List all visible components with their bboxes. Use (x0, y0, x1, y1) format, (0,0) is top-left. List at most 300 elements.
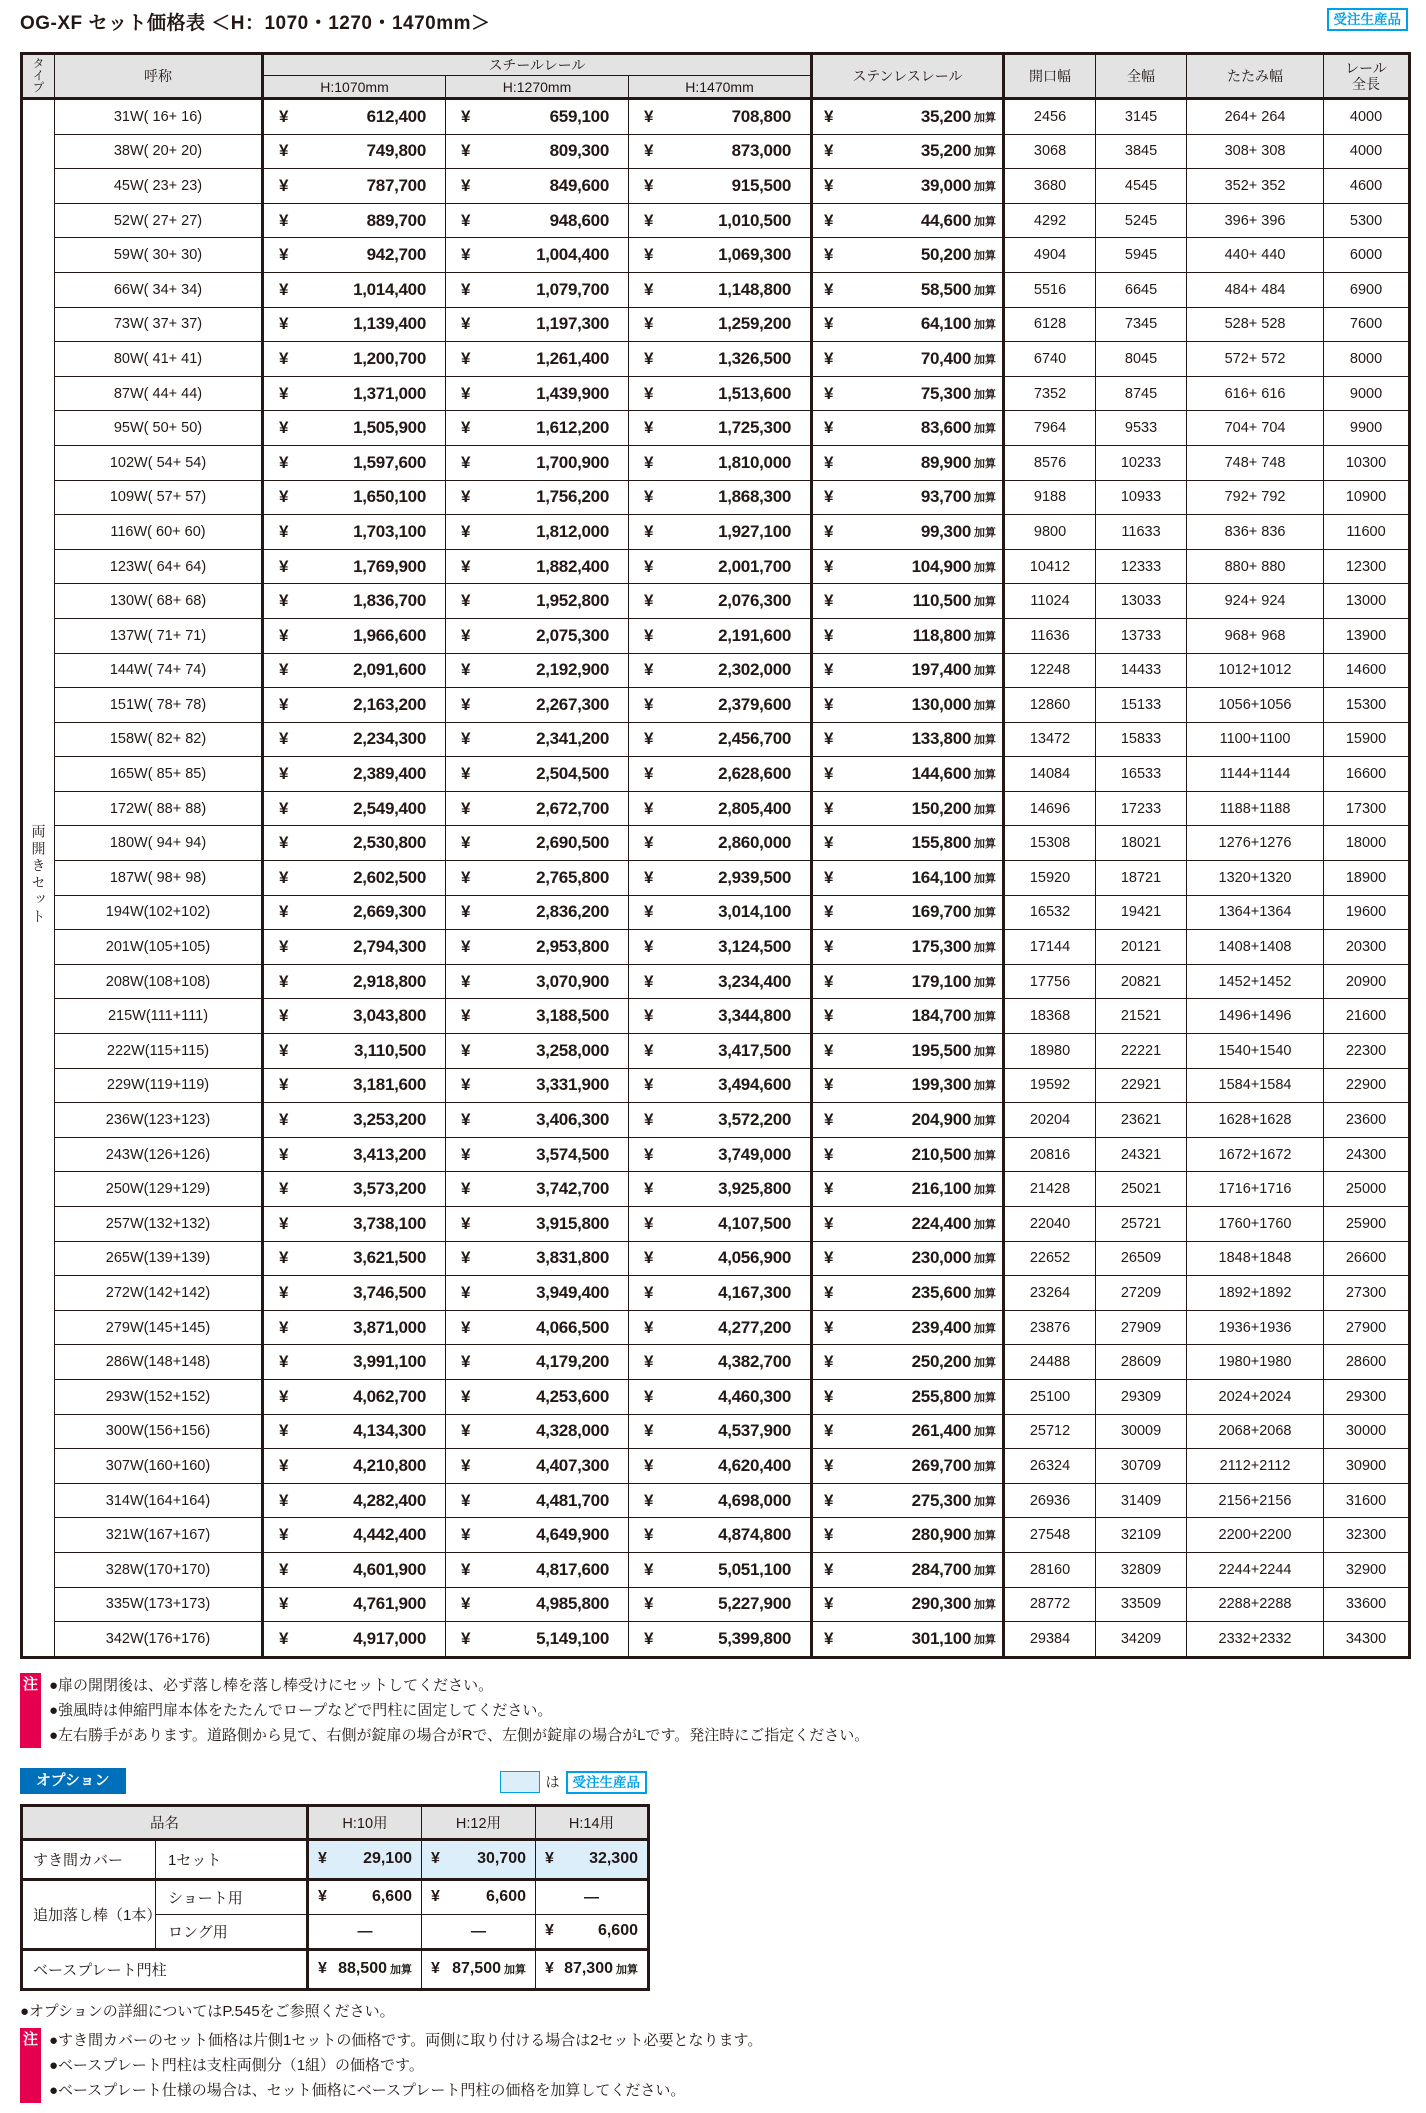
steel-price-cell: ¥ 4,179,200 (446, 1345, 629, 1380)
stainless-price-cell: ¥ 104,900 加算 (812, 549, 1004, 584)
opening-width-cell: 12248 (1004, 653, 1096, 688)
folded-width-cell: 1628+1628 (1187, 1103, 1324, 1138)
stainless-price-cell: ¥ 275,300 加算 (812, 1483, 1004, 1518)
header-folded-width: たたみ幅 (1187, 54, 1324, 99)
note-line: ●すき間カバーのセット価格は片側1セットの価格です。両側に取り付ける場合は2セット必要となります。 (49, 2031, 763, 2049)
steel-price-cell: ¥ 2,302,000 (629, 653, 812, 688)
size-name-cell: 321W(167+167) (55, 1518, 263, 1553)
folded-width-cell: 1144+1144 (1187, 757, 1324, 792)
made-to-order-badge: 受注生産品 (1327, 8, 1409, 31)
header-type: タイプ (22, 54, 55, 99)
steel-price-cell: ¥ 4,460,300 (629, 1379, 812, 1414)
steel-price-cell: ¥ 2,669,300 (263, 895, 446, 930)
stainless-price-cell: ¥ 44,600 加算 (812, 203, 1004, 238)
options-detail-note: ●オプションの詳細についてはP.545をご参照ください。 (20, 2002, 395, 2020)
folded-width-cell: 572+ 572 (1187, 342, 1324, 377)
folded-width-cell: 2200+2200 (1187, 1518, 1324, 1553)
rail-length-cell: 31600 (1324, 1483, 1410, 1518)
table-row (22, 1345, 1410, 1380)
table-row (22, 203, 1410, 238)
rail-length-cell: 19600 (1324, 895, 1410, 930)
steel-price-cell: ¥ 2,341,200 (446, 722, 629, 757)
folded-width-cell: 1364+1364 (1187, 895, 1324, 930)
rail-length-cell: 13000 (1324, 584, 1410, 619)
stainless-price-cell: ¥ 230,000 加算 (812, 1241, 1004, 1276)
size-name-cell: 208W(108+108) (55, 964, 263, 999)
size-name-cell: 52W( 27+ 27) (55, 203, 263, 238)
table-row (22, 1034, 1410, 1069)
stainless-price-cell: ¥ 118,800 加算 (812, 618, 1004, 653)
steel-price-cell: ¥ 2,389,400 (263, 757, 446, 792)
steel-price-cell: ¥ 873,000 (629, 134, 812, 169)
folded-width-cell: 1980+1980 (1187, 1345, 1324, 1380)
stainless-price-cell: ¥ 89,900 加算 (812, 445, 1004, 480)
folded-width-cell: 1188+1188 (1187, 791, 1324, 826)
folded-width-cell: 616+ 616 (1187, 376, 1324, 411)
option-price: ¥ 6,600 (308, 1879, 422, 1914)
table-row (22, 376, 1410, 411)
steel-price-cell: ¥ 1,812,000 (446, 515, 629, 550)
steel-price-cell: ¥ 2,672,700 (446, 791, 629, 826)
stainless-price-cell: ¥ 164,100 加算 (812, 861, 1004, 896)
full-width-cell: 19421 (1096, 895, 1187, 930)
steel-price-cell: ¥ 4,210,800 (263, 1449, 446, 1484)
rail-length-cell: 4600 (1324, 169, 1410, 204)
size-name-cell: 151W( 78+ 78) (55, 688, 263, 723)
opening-width-cell: 18368 (1004, 999, 1096, 1034)
steel-price-cell: ¥ 4,817,600 (446, 1552, 629, 1587)
opening-width-cell: 12860 (1004, 688, 1096, 723)
steel-price-cell: ¥ 4,985,800 (446, 1587, 629, 1622)
row-group-label: 両開きセット (22, 99, 55, 1658)
folded-width-cell: 1496+1496 (1187, 999, 1324, 1034)
steel-price-cell: ¥ 3,494,600 (629, 1068, 812, 1103)
stainless-price-cell: ¥ 83,600 加算 (812, 411, 1004, 446)
opening-width-cell: 25100 (1004, 1379, 1096, 1414)
size-name-cell: 102W( 54+ 54) (55, 445, 263, 480)
size-name-cell: 307W(160+160) (55, 1449, 263, 1484)
size-name-cell: 38W( 20+ 20) (55, 134, 263, 169)
options-header-h10: H:10用 (308, 1805, 422, 1839)
opening-width-cell: 17144 (1004, 930, 1096, 965)
steel-price-cell: ¥ 3,742,700 (446, 1172, 629, 1207)
table-row (22, 757, 1410, 792)
steel-price-cell: ¥ 4,761,900 (263, 1587, 446, 1622)
note-badge: 注 (20, 2028, 41, 2103)
rail-length-cell: 6000 (1324, 238, 1410, 273)
steel-price-cell: ¥ 2,192,900 (446, 653, 629, 688)
opening-width-cell: 28160 (1004, 1552, 1096, 1587)
folded-width-cell: 1540+1540 (1187, 1034, 1324, 1069)
rail-length-cell: 30000 (1324, 1414, 1410, 1449)
steel-price-cell: ¥ 4,107,500 (629, 1207, 812, 1242)
table-row (22, 1172, 1410, 1207)
opening-width-cell: 27548 (1004, 1518, 1096, 1553)
header-full-width: 全幅 (1096, 54, 1187, 99)
steel-price-cell: ¥ 2,690,500 (446, 826, 629, 861)
table-row (22, 1276, 1410, 1311)
size-name-cell: 66W( 34+ 34) (55, 272, 263, 307)
opening-width-cell: 19592 (1004, 1068, 1096, 1103)
full-width-cell: 11633 (1096, 515, 1187, 550)
table-row (22, 1622, 1410, 1658)
rail-length-cell: 20900 (1324, 964, 1410, 999)
stainless-price-cell: ¥ 261,400 加算 (812, 1414, 1004, 1449)
rail-length-cell: 4000 (1324, 134, 1410, 169)
stainless-price-cell: ¥ 250,200 加算 (812, 1345, 1004, 1380)
steel-price-cell: ¥ 1,882,400 (446, 549, 629, 584)
opening-width-cell: 10412 (1004, 549, 1096, 584)
option-sub: 1セット (156, 1839, 308, 1879)
steel-price-cell: ¥ 659,100 (446, 99, 629, 135)
rail-length-cell: 10300 (1324, 445, 1410, 480)
opening-width-cell: 6128 (1004, 307, 1096, 342)
steel-price-cell: ¥ 4,917,000 (263, 1622, 446, 1658)
steel-price-cell: ¥ 2,191,600 (629, 618, 812, 653)
steel-price-cell: ¥ 612,400 (263, 99, 446, 135)
stainless-price-cell: ¥ 290,300 加算 (812, 1587, 1004, 1622)
option-price: ¥ 88,500 加算 (308, 1949, 422, 1989)
steel-price-cell: ¥ 1,261,400 (446, 342, 629, 377)
folded-width-cell: 440+ 440 (1187, 238, 1324, 273)
steel-price-cell: ¥ 1,966,600 (263, 618, 446, 653)
steel-price-cell: ¥ 4,698,000 (629, 1483, 812, 1518)
size-name-cell: 222W(115+115) (55, 1034, 263, 1069)
full-width-cell: 30009 (1096, 1414, 1187, 1449)
table-row (22, 618, 1410, 653)
size-name-cell: 137W( 71+ 71) (55, 618, 263, 653)
steel-price-cell: ¥ 4,874,800 (629, 1518, 812, 1553)
header-stainless-rail: ステンレスレール (812, 54, 1004, 99)
table-row (22, 861, 1410, 896)
folded-width-cell: 1408+1408 (1187, 930, 1324, 965)
rail-length-cell: 22900 (1324, 1068, 1410, 1103)
full-width-cell: 21521 (1096, 999, 1187, 1034)
rail-length-cell: 23600 (1324, 1103, 1410, 1138)
stainless-price-cell: ¥ 93,700 加算 (812, 480, 1004, 515)
rail-length-cell: 27900 (1324, 1310, 1410, 1345)
price-table-body (22, 99, 1410, 1658)
folded-width-cell: 308+ 308 (1187, 134, 1324, 169)
steel-price-cell: ¥ 1,326,500 (629, 342, 812, 377)
opening-width-cell: 15308 (1004, 826, 1096, 861)
opening-width-cell: 26324 (1004, 1449, 1096, 1484)
table-row (22, 515, 1410, 550)
steel-price-cell: ¥ 4,277,200 (629, 1310, 812, 1345)
size-name-cell: 286W(148+148) (55, 1345, 263, 1380)
table-row (22, 1518, 1410, 1553)
stainless-price-cell: ¥ 216,100 加算 (812, 1172, 1004, 1207)
steel-price-cell: ¥ 3,949,400 (446, 1276, 629, 1311)
steel-price-cell: ¥ 3,344,800 (629, 999, 812, 1034)
notes-bottom (20, 2028, 1408, 2103)
size-name-cell: 229W(119+119) (55, 1068, 263, 1103)
opening-width-cell: 23264 (1004, 1276, 1096, 1311)
steel-price-cell: ¥ 4,066,500 (446, 1310, 629, 1345)
stainless-price-cell: ¥ 204,900 加算 (812, 1103, 1004, 1138)
opening-width-cell: 20816 (1004, 1137, 1096, 1172)
option-name: すき間カバー (22, 1839, 156, 1879)
steel-price-cell: ¥ 1,505,900 (263, 411, 446, 446)
opening-width-cell: 11636 (1004, 618, 1096, 653)
rail-length-cell: 28600 (1324, 1345, 1410, 1380)
opening-width-cell: 16532 (1004, 895, 1096, 930)
steel-price-cell: ¥ 2,234,300 (263, 722, 446, 757)
opening-width-cell: 23876 (1004, 1310, 1096, 1345)
full-width-cell: 15833 (1096, 722, 1187, 757)
rail-length-cell: 20300 (1324, 930, 1410, 965)
table-row (22, 1379, 1410, 1414)
steel-price-cell: ¥ 1,868,300 (629, 480, 812, 515)
steel-price-cell: ¥ 3,991,100 (263, 1345, 446, 1380)
rail-length-cell: 21600 (1324, 999, 1410, 1034)
stainless-price-cell: ¥ 239,400 加算 (812, 1310, 1004, 1345)
steel-price-cell: ¥ 2,794,300 (263, 930, 446, 965)
full-width-cell: 8745 (1096, 376, 1187, 411)
steel-price-cell: ¥ 1,756,200 (446, 480, 629, 515)
table-row (22, 272, 1410, 307)
steel-price-cell: ¥ 4,134,300 (263, 1414, 446, 1449)
steel-price-cell: ¥ 3,070,900 (446, 964, 629, 999)
full-width-cell: 14433 (1096, 653, 1187, 688)
steel-price-cell: ¥ 3,258,000 (446, 1034, 629, 1069)
steel-price-cell: ¥ 5,051,100 (629, 1552, 812, 1587)
size-name-cell: 87W( 44+ 44) (55, 376, 263, 411)
stainless-price-cell: ¥ 301,100 加算 (812, 1622, 1004, 1658)
steel-price-cell: ¥ 942,700 (263, 238, 446, 273)
rail-length-cell: 32900 (1324, 1552, 1410, 1587)
opening-width-cell: 11024 (1004, 584, 1096, 619)
full-width-cell: 7345 (1096, 307, 1187, 342)
steel-price-cell: ¥ 3,253,200 (263, 1103, 446, 1138)
size-name-cell: 293W(152+152) (55, 1379, 263, 1414)
rail-length-cell: 9000 (1324, 376, 1410, 411)
rail-length-cell: 8000 (1324, 342, 1410, 377)
opening-width-cell: 15920 (1004, 861, 1096, 896)
steel-price-cell: ¥ 2,075,300 (446, 618, 629, 653)
full-width-cell: 27909 (1096, 1310, 1187, 1345)
stainless-price-cell: ¥ 150,200 加算 (812, 791, 1004, 826)
size-name-cell: 59W( 30+ 30) (55, 238, 263, 273)
full-width-cell: 13033 (1096, 584, 1187, 619)
opening-width-cell: 21428 (1004, 1172, 1096, 1207)
folded-width-cell: 1892+1892 (1187, 1276, 1324, 1311)
opening-width-cell: 9188 (1004, 480, 1096, 515)
table-row (22, 791, 1410, 826)
steel-price-cell: ¥ 4,442,400 (263, 1518, 446, 1553)
rail-length-cell: 32300 (1324, 1518, 1410, 1553)
steel-price-cell: ¥ 1,597,600 (263, 445, 446, 480)
full-width-cell: 12333 (1096, 549, 1187, 584)
rail-length-cell: 17300 (1324, 791, 1410, 826)
rail-length-cell: 13900 (1324, 618, 1410, 653)
options-header-row (20, 1768, 647, 1794)
stainless-price-cell: ¥ 169,700 加算 (812, 895, 1004, 930)
rail-length-cell: 6900 (1324, 272, 1410, 307)
stainless-price-cell: ¥ 179,100 加算 (812, 964, 1004, 999)
rail-length-cell: 4000 (1324, 99, 1410, 135)
steel-price-cell: ¥ 1,014,400 (263, 272, 446, 307)
steel-price-cell: ¥ 1,200,700 (263, 342, 446, 377)
full-width-cell: 29309 (1096, 1379, 1187, 1414)
header-rail-length: レール 全長 (1324, 54, 1410, 99)
table-row (22, 964, 1410, 999)
steel-price-cell: ¥ 3,572,200 (629, 1103, 812, 1138)
steel-price-cell: ¥ 2,765,800 (446, 861, 629, 896)
rail-length-cell: 16600 (1324, 757, 1410, 792)
full-width-cell: 5945 (1096, 238, 1187, 273)
size-name-cell: 123W( 64+ 64) (55, 549, 263, 584)
steel-price-cell: ¥ 2,076,300 (629, 584, 812, 619)
rail-length-cell: 34300 (1324, 1622, 1410, 1658)
steel-price-cell: ¥ 4,056,900 (629, 1241, 812, 1276)
full-width-cell: 32109 (1096, 1518, 1187, 1553)
steel-price-cell: ¥ 3,331,900 (446, 1068, 629, 1103)
opening-width-cell: 7352 (1004, 376, 1096, 411)
legend-particle: は (545, 1774, 560, 1791)
folded-width-cell: 2068+2068 (1187, 1414, 1324, 1449)
steel-price-cell: ¥ 2,379,600 (629, 688, 812, 723)
full-width-cell: 23621 (1096, 1103, 1187, 1138)
rail-length-cell: 26600 (1324, 1241, 1410, 1276)
steel-price-cell: ¥ 3,621,500 (263, 1241, 446, 1276)
size-name-cell: 158W( 82+ 82) (55, 722, 263, 757)
note-line: ●強風時は伸縮門扉本体をたたんでロープなどで門柱に固定してください。 (49, 1701, 553, 1719)
steel-price-cell: ¥ 948,600 (446, 203, 629, 238)
option-price: ¥ 30,700 (422, 1839, 536, 1879)
steel-price-cell: ¥ 1,927,100 (629, 515, 812, 550)
full-width-cell: 4545 (1096, 169, 1187, 204)
rail-length-cell: 12300 (1324, 549, 1410, 584)
steel-price-cell: ¥ 849,600 (446, 169, 629, 204)
steel-price-cell: ¥ 1,612,200 (446, 411, 629, 446)
steel-price-cell: ¥ 1,139,400 (263, 307, 446, 342)
legend-color-swatch (500, 1771, 540, 1793)
steel-price-cell: ¥ 1,513,600 (629, 376, 812, 411)
steel-price-cell: ¥ 3,871,000 (263, 1310, 446, 1345)
table-row (22, 895, 1410, 930)
steel-price-cell: ¥ 1,069,300 (629, 238, 812, 273)
stainless-price-cell: ¥ 197,400 加算 (812, 653, 1004, 688)
table-row (22, 342, 1410, 377)
full-width-cell: 20121 (1096, 930, 1187, 965)
stainless-price-cell: ¥ 75,300 加算 (812, 376, 1004, 411)
steel-price-cell: ¥ 5,399,800 (629, 1622, 812, 1658)
table-row (22, 1241, 1410, 1276)
size-name-cell: 109W( 57+ 57) (55, 480, 263, 515)
stainless-price-cell: ¥ 195,500 加算 (812, 1034, 1004, 1069)
steel-price-cell: ¥ 787,700 (263, 169, 446, 204)
steel-price-cell: ¥ 3,406,300 (446, 1103, 629, 1138)
table-row (22, 1310, 1410, 1345)
table-row (22, 1483, 1410, 1518)
opening-width-cell: 22040 (1004, 1207, 1096, 1242)
folded-width-cell: 484+ 484 (1187, 272, 1324, 307)
steel-price-cell: ¥ 3,831,800 (446, 1241, 629, 1276)
full-width-cell: 17233 (1096, 791, 1187, 826)
folded-width-cell: 924+ 924 (1187, 584, 1324, 619)
steel-price-cell: ¥ 889,700 (263, 203, 446, 238)
folded-width-cell: 704+ 704 (1187, 411, 1324, 446)
rail-length-cell: 18000 (1324, 826, 1410, 861)
steel-price-cell: ¥ 3,925,800 (629, 1172, 812, 1207)
size-name-cell: 279W(145+145) (55, 1310, 263, 1345)
steel-price-cell: ¥ 4,407,300 (446, 1449, 629, 1484)
steel-price-cell: ¥ 4,649,900 (446, 1518, 629, 1553)
rail-length-cell: 10900 (1324, 480, 1410, 515)
stainless-price-cell: ¥ 64,100 加算 (812, 307, 1004, 342)
folded-width-cell: 1716+1716 (1187, 1172, 1324, 1207)
opening-width-cell: 24488 (1004, 1345, 1096, 1380)
size-name-cell: 257W(132+132) (55, 1207, 263, 1242)
options-row-base-plate (22, 1949, 649, 1989)
option-name: 追加落し棒（1本） (22, 1879, 156, 1949)
steel-price-cell: ¥ 4,601,900 (263, 1552, 446, 1587)
steel-price-cell: ¥ 3,573,200 (263, 1172, 446, 1207)
steel-price-cell: ¥ 3,014,100 (629, 895, 812, 930)
folded-width-cell: 528+ 528 (1187, 307, 1324, 342)
steel-price-cell: ¥ 4,481,700 (446, 1483, 629, 1518)
folded-width-cell: 2288+2288 (1187, 1587, 1324, 1622)
folded-width-cell: 396+ 396 (1187, 203, 1324, 238)
size-name-cell: 201W(105+105) (55, 930, 263, 965)
full-width-cell: 3845 (1096, 134, 1187, 169)
folded-width-cell: 1848+1848 (1187, 1241, 1324, 1276)
folded-width-cell: 836+ 836 (1187, 515, 1324, 550)
stainless-price-cell: ¥ 99,300 加算 (812, 515, 1004, 550)
table-row (22, 688, 1410, 723)
full-width-cell: 22221 (1096, 1034, 1187, 1069)
rail-length-cell: 5300 (1324, 203, 1410, 238)
size-name-cell: 243W(126+126) (55, 1137, 263, 1172)
size-name-cell: 187W( 98+ 98) (55, 861, 263, 896)
table-row (22, 1587, 1410, 1622)
steel-price-cell: ¥ 4,253,600 (446, 1379, 629, 1414)
stainless-price-cell: ¥ 269,700 加算 (812, 1449, 1004, 1484)
rail-length-cell: 11600 (1324, 515, 1410, 550)
option-price: — (308, 1914, 422, 1949)
steel-price-cell: ¥ 4,167,300 (629, 1276, 812, 1311)
full-width-cell: 27209 (1096, 1276, 1187, 1311)
folded-width-cell: 1012+1012 (1187, 653, 1324, 688)
steel-price-cell: ¥ 2,953,800 (446, 930, 629, 965)
opening-width-cell: 4292 (1004, 203, 1096, 238)
steel-price-cell: ¥ 3,746,500 (263, 1276, 446, 1311)
steel-price-cell: ¥ 3,234,400 (629, 964, 812, 999)
steel-price-cell: ¥ 1,700,900 (446, 445, 629, 480)
full-width-cell: 15133 (1096, 688, 1187, 723)
size-name-cell: 250W(129+129) (55, 1172, 263, 1207)
steel-price-cell: ¥ 4,382,700 (629, 1345, 812, 1380)
table-row (22, 445, 1410, 480)
header-h1270: H:1270mm (446, 76, 629, 99)
steel-price-cell: ¥ 1,371,000 (263, 376, 446, 411)
size-name-cell: 45W( 23+ 23) (55, 169, 263, 204)
size-name-cell: 130W( 68+ 68) (55, 584, 263, 619)
steel-price-cell: ¥ 1,703,100 (263, 515, 446, 550)
folded-width-cell: 1276+1276 (1187, 826, 1324, 861)
rail-length-cell: 27300 (1324, 1276, 1410, 1311)
full-width-cell: 22921 (1096, 1068, 1187, 1103)
header-h1070: H:1070mm (263, 76, 446, 99)
header-opening-width: 開口幅 (1004, 54, 1096, 99)
rail-length-cell: 24300 (1324, 1137, 1410, 1172)
steel-price-cell: ¥ 2,836,200 (446, 895, 629, 930)
opening-width-cell: 14696 (1004, 791, 1096, 826)
header-h1470: H:1470mm (629, 76, 812, 99)
table-row (22, 826, 1410, 861)
steel-price-cell: ¥ 3,738,100 (263, 1207, 446, 1242)
